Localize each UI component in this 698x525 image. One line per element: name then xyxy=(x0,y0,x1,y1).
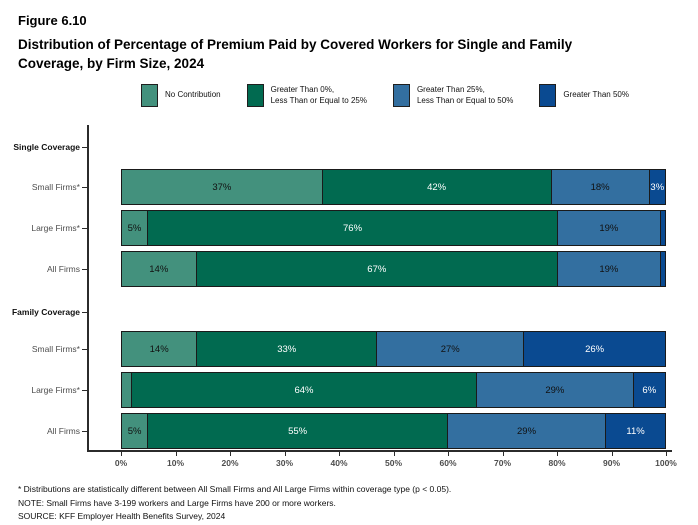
bar-segment xyxy=(197,251,559,287)
footnotes xyxy=(18,483,451,524)
stacked-bar xyxy=(121,331,666,367)
legend-item-label xyxy=(271,85,367,106)
group-label: Single Coverage xyxy=(13,142,80,152)
bar-segment-value: 14% xyxy=(149,343,169,355)
chart-title-line-2: Coverage, by Firm Size, 2024 xyxy=(18,56,205,71)
stacked-bar xyxy=(121,210,666,246)
x-tick-mark xyxy=(448,452,449,456)
bar-segment-value: 26% xyxy=(585,343,605,355)
legend-swatch-icon xyxy=(539,84,556,107)
bar-segment xyxy=(121,372,132,408)
group-label-row xyxy=(11,292,666,331)
row-label: Large Firms* xyxy=(31,223,80,233)
x-axis xyxy=(114,452,677,474)
x-tick-mark xyxy=(121,452,122,456)
x-tick-label: 70% xyxy=(493,458,512,468)
bar-segment xyxy=(121,169,323,205)
x-tick-mark xyxy=(339,452,340,456)
legend-label-line: Less Than or Equal to 25% xyxy=(270,95,367,105)
legend-item-2 xyxy=(393,84,513,107)
bar-segment-value: 76% xyxy=(343,222,363,234)
legend-label-line: Greater Than 25%, xyxy=(416,85,485,95)
row-label: All Firms xyxy=(46,264,80,274)
figure-number: Figure 6.10 xyxy=(18,13,87,28)
x-tick-label: 40% xyxy=(330,458,348,468)
bar-segment xyxy=(606,413,666,449)
x-tick-label: 50% xyxy=(384,458,403,468)
bar-segment xyxy=(661,251,666,287)
bar-segment-value: 5% xyxy=(127,222,142,234)
bar-segment-value: 27% xyxy=(440,343,460,355)
bar-segment-value: 55% xyxy=(288,425,308,437)
legend-swatch-icon xyxy=(393,84,410,107)
bar-segment xyxy=(377,331,524,367)
bar-segment xyxy=(121,210,148,246)
bar-segment xyxy=(148,413,448,449)
stacked-bar xyxy=(121,169,666,205)
bar-segment xyxy=(552,169,650,205)
bar-segment-value: 29% xyxy=(517,425,537,437)
legend-swatch-icon xyxy=(247,84,264,107)
legend-swatch-icon xyxy=(141,84,158,107)
bar-segment xyxy=(448,413,606,449)
row-label: Small Firms* xyxy=(31,182,80,192)
x-tick-label: 20% xyxy=(221,458,239,468)
x-tick-mark xyxy=(176,452,177,456)
stacked-bar xyxy=(121,251,666,287)
bar-segment xyxy=(323,169,552,205)
footnote-significance: * Distributions are statistically different between All Small Firms and All Large Firms within coverage type (p < 0.05). xyxy=(18,484,452,494)
group-label: Family Coverage xyxy=(11,306,80,317)
y-tick-mark xyxy=(82,431,87,432)
legend-item-label xyxy=(563,90,629,100)
x-tick-mark xyxy=(285,452,286,456)
x-tick-mark xyxy=(557,452,558,456)
x-tick-mark xyxy=(612,452,613,456)
bar-row xyxy=(31,210,666,246)
bar-segment-value: 33% xyxy=(277,343,297,355)
y-tick-mark xyxy=(82,312,87,313)
footnote-source: SOURCE: KFF Employer Health Benefits Survey, 2024 xyxy=(18,511,226,521)
x-tick-label: 80% xyxy=(548,458,566,468)
bar-segment xyxy=(121,251,197,287)
legend-item-1 xyxy=(247,84,367,107)
x-tick-mark xyxy=(394,452,395,456)
bar-segment-value: 67% xyxy=(367,263,387,275)
bar-row xyxy=(31,331,666,367)
bar-segment-value: 5% xyxy=(127,425,142,437)
stacked-bar xyxy=(121,372,666,408)
y-tick-mark xyxy=(82,349,87,350)
bar-segment xyxy=(661,210,666,246)
bar-segment xyxy=(121,331,197,367)
chart-title xyxy=(18,35,572,73)
bar-segment-value: 29% xyxy=(545,384,565,396)
bar-segment-value: 19% xyxy=(599,263,619,275)
x-tick-label: 100% xyxy=(655,458,677,468)
bar-segment xyxy=(650,169,666,205)
bar-segment-value: 19% xyxy=(599,222,619,234)
bar-segment xyxy=(558,251,661,287)
legend xyxy=(141,84,629,107)
x-tick-mark xyxy=(503,452,504,456)
x-tick-mark xyxy=(230,452,231,456)
bar-segment-value: 11% xyxy=(626,425,645,437)
stacked-bar xyxy=(121,413,666,449)
x-tick-label: 0% xyxy=(114,458,128,468)
y-tick-mark xyxy=(82,147,87,148)
x-tick-label: 10% xyxy=(166,458,185,468)
x-tick-mark xyxy=(666,452,667,456)
y-tick-mark xyxy=(82,228,87,229)
bars-area xyxy=(11,125,666,454)
bar-segment xyxy=(477,372,633,408)
bar-row xyxy=(46,413,666,449)
bar-segment xyxy=(197,331,377,367)
bar-segment xyxy=(132,372,477,408)
bar-segment xyxy=(634,372,666,408)
row-label: Large Firms* xyxy=(31,385,80,395)
chart-title-line-1: Distribution of Percentage of Premium Paid by Covered Workers for Single and Family xyxy=(18,37,573,52)
footnote-note: NOTE: Small Firms have 3-199 workers and Large Firms have 200 or more workers. xyxy=(18,497,336,508)
bar-segment xyxy=(148,210,558,246)
legend-label-line: Less Than or Equal to 50% xyxy=(416,95,514,105)
legend-label-line: No Contribution xyxy=(165,90,221,100)
legend-item-label xyxy=(417,85,513,106)
x-tick-label: 90% xyxy=(602,458,621,468)
y-axis-spine xyxy=(87,125,89,451)
group-label-row xyxy=(13,125,666,169)
legend-label-line: Greater Than 0%, xyxy=(270,85,335,95)
bar-segment-value: 37% xyxy=(212,181,232,193)
row-label: All Firms xyxy=(46,426,80,436)
bar-segment-value: 14% xyxy=(149,263,169,275)
row-label: Small Firms* xyxy=(31,344,80,354)
x-tick-label: 30% xyxy=(275,458,294,468)
bar-segment-value: 42% xyxy=(427,181,447,193)
bar-segment-value: 3% xyxy=(650,181,665,193)
bar-segment xyxy=(524,331,666,367)
legend-item-0 xyxy=(141,84,221,107)
bar-segment-value: 6% xyxy=(642,384,657,396)
y-tick-mark xyxy=(82,390,87,391)
x-tick-label: 60% xyxy=(439,458,457,468)
bar-segment-value: 64% xyxy=(294,384,314,396)
legend-item-3 xyxy=(539,84,629,107)
bar-row xyxy=(31,372,666,408)
bar-row xyxy=(31,169,666,205)
bar-row xyxy=(46,251,666,287)
legend-label-line: Greater Than 50% xyxy=(563,90,629,100)
y-tick-mark xyxy=(82,187,87,188)
legend-item-label xyxy=(165,90,221,100)
y-tick-mark xyxy=(82,269,87,270)
bar-segment xyxy=(558,210,661,246)
bar-segment xyxy=(121,413,148,449)
stacked-bar-chart xyxy=(0,125,698,475)
bar-segment-value: 18% xyxy=(590,181,610,193)
